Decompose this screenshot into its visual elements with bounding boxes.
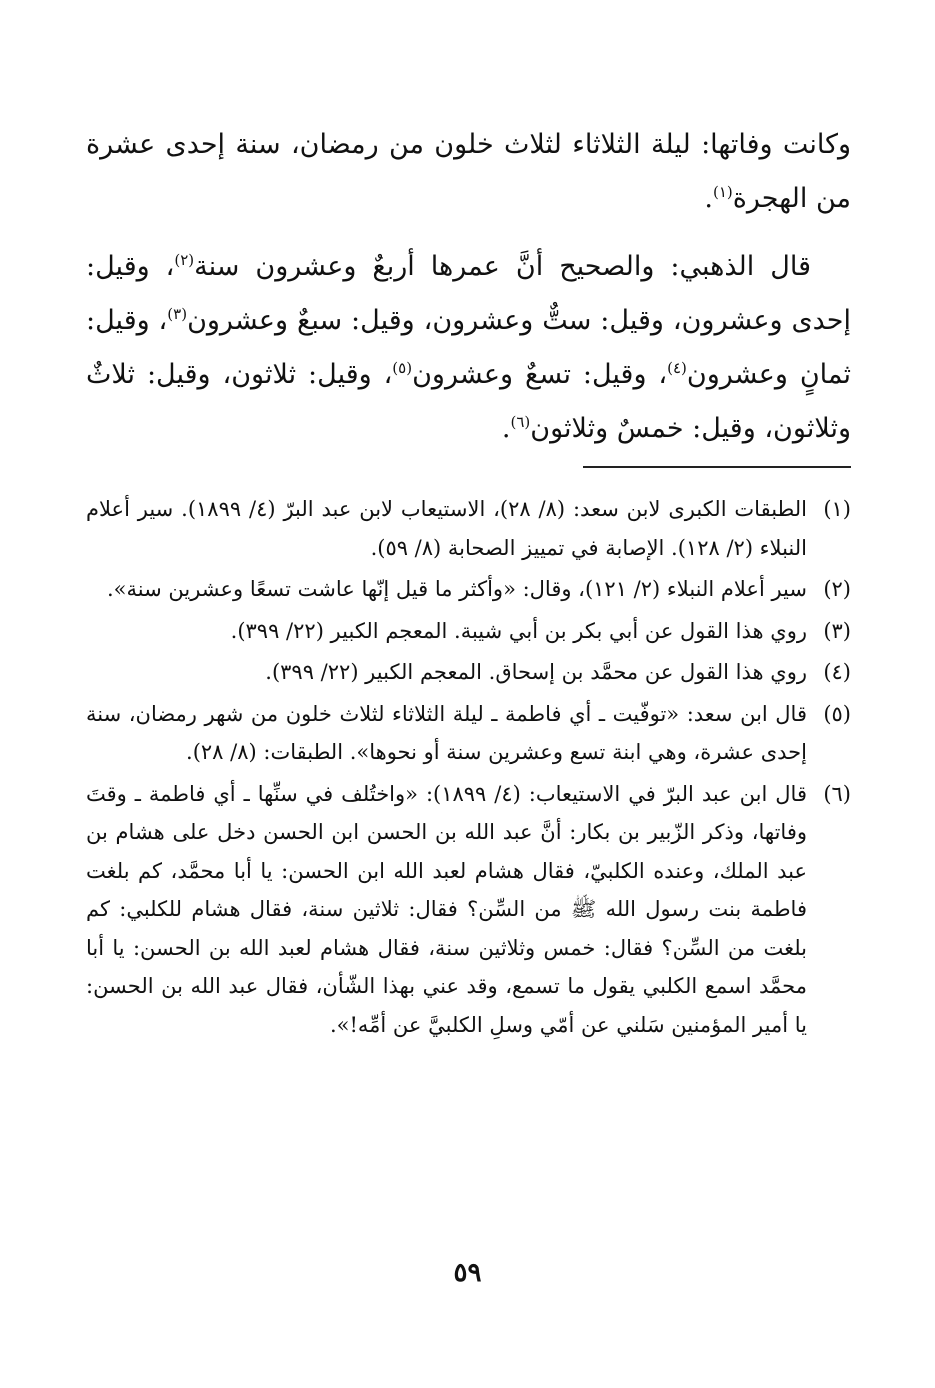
paragraph-text: ، وقيل: ثلاثون، وقيل: ثلاثٌ وثلاثون، وقيل: خمسٌ وثلاثون <box>86 359 851 444</box>
footnote-divider <box>583 466 851 468</box>
footnote-6 <box>86 775 851 1045</box>
footnote-text: روي هذا القول عن محمَّد بن إسحاق. المعجم الكبير (٢٢/ ٣٩٩). <box>265 660 807 684</box>
footnotes <box>86 490 851 1047</box>
footnote-number: (٤) <box>823 660 851 684</box>
footnote-ref-5[interactable]: (٥) <box>392 359 413 377</box>
footnote-1 <box>86 490 851 567</box>
paragraph-text: ، وقيل: تسعٌ وعشرون <box>412 359 668 390</box>
footnote-4 <box>86 653 851 692</box>
paragraph-end: . <box>704 183 713 214</box>
footnote-number: (٣) <box>823 618 851 643</box>
paragraph-age <box>86 240 851 456</box>
main-text <box>86 118 851 470</box>
footnote-text: قال ابن سعد: «توفّيت ـ أي فاطمة ـ ليلة الثلاثاء لثلاث خلون من شهر رمضان، سنة إحدى عشرة، وهي ابنة تسع وعشرين سنة أو نحوها». الطبقات: (٨/ ٢٨). <box>86 701 807 764</box>
paragraph-end: . <box>501 413 511 444</box>
footnote-text: روي هذا القول عن أبي بكر بن أبي شيبة. المعجم الكبير (٢٢/ ٣٩٩). <box>230 618 807 643</box>
paragraph-text: وكانت وفاتها: ليلة الثلاثاء لثلاث خلون من رمضان، سنة إحدى عشرة من الهجرة <box>86 129 851 214</box>
page-number: ٥٩ <box>453 1258 482 1288</box>
footnote-ref-2[interactable]: (٢) <box>174 251 195 269</box>
footnote-number: (٥) <box>823 701 851 726</box>
paragraph-death-date <box>86 118 851 226</box>
footnote-number: (٢) <box>823 577 851 601</box>
footnote-number: (١) <box>823 497 851 521</box>
footnote-text: سير أعلام النبلاء (٢/ ١٢١)، وقال: «وأكثر ما قيل إنّها عاشت تسعًا وعشرين سنة». <box>106 577 807 601</box>
footnote-ref-1[interactable]: (١) <box>712 183 733 201</box>
footnote-2 <box>86 570 851 609</box>
paragraph-text: ، وقيل: ثمانٍ وعشرون <box>86 305 851 390</box>
footnote-5 <box>86 695 851 772</box>
footnote-text: الطبقات الكبرى لابن سعد: (٨/ ٢٨)، الاستيعاب لابن عبد البرّ (٤/ ١٨٩٩). سير أعلام النبلاء (٢/ ١٢٨). الإصابة في تمييز الصحابة (٨/ ٥٩). <box>86 497 807 560</box>
footnote-text: قال ابن عبد البرّ في الاستيعاب: (٤/ ١٨٩٩): «واختُلف في سنِّها ـ أي فاطمة ـ وقتَ وفاتها، وذكر الزّبير بن بكار: أنَّ عبد الله بن الحسن ابن الحسن دخل على هشام بن عبد الملك، وعنده الكلبيّ، فقال هشام لعبد الله ابن الحسن: يا أبا محمَّد، كم بلغت فاطمة بنت رسول الله ﷺ من السِّن؟ فقال: ثلاثين سنة، فقال هشام للكلبي: كم بلغت من السِّن؟ فقال: خمس وثلاثين سنة، فقال هشام لعبد الله بن الحسن: يا أبا محمَّد اسمع الكلبي يقول ما تسمع، وقد عني بهذا الشّأن، فقال عبد الله بن الحسن: يا أمير المؤمنين سَلني عن أمّي وسلِ الكلبيَّ عن أمِّه!». <box>86 781 807 1037</box>
paragraph-text: قال الذهبي: والصحيح أنَّ عمرها أربعٌ وعشرون سنة <box>194 251 812 282</box>
footnote-ref-6[interactable]: (٦) <box>510 413 531 431</box>
footnote-number: (٦) <box>823 781 851 806</box>
footnote-3 <box>86 612 851 651</box>
paragraph-text: ، وقيل: إحدى وعشرون، وقيل: ستٌّ وعشرون، وقيل: سبعٌ وعشرون <box>86 251 851 336</box>
footnote-ref-3[interactable]: (٣) <box>167 305 188 323</box>
footnote-ref-4[interactable]: (٤) <box>667 359 687 377</box>
